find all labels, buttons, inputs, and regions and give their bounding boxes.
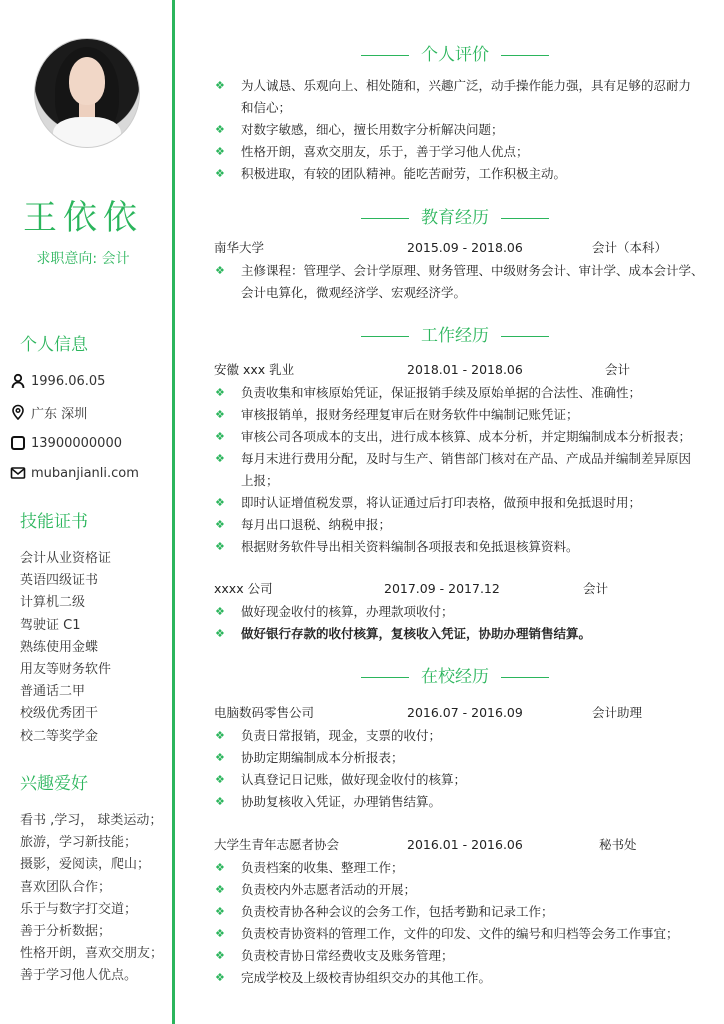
bullet-icon: ❖ bbox=[215, 123, 225, 136]
bullet-icon: ❖ bbox=[215, 729, 225, 742]
skill-item: 用友等财务软件 bbox=[20, 661, 112, 677]
skill-item: 熟练使用金蝶 bbox=[20, 639, 99, 655]
evaluation-item: ❖ 对数字敏感，细心，擅长用数字分析解决问题； bbox=[214, 119, 704, 141]
sidebar-divider bbox=[172, 0, 175, 1024]
phone-row bbox=[10, 433, 122, 453]
bullet-icon: ❖ bbox=[215, 452, 225, 465]
campus-period: 2016.01 - 2016.06 bbox=[407, 837, 523, 852]
hobby-item: 乐于与数字打交道； bbox=[20, 901, 138, 917]
skills-heading: 技能证书 bbox=[20, 512, 88, 532]
hobby-item: 善于分析数据； bbox=[20, 923, 112, 939]
work-company: xxxx 公司 bbox=[214, 581, 273, 596]
mail-text: mubanjianli.com bbox=[31, 465, 139, 481]
location-icon bbox=[10, 404, 26, 420]
sidebar bbox=[0, 0, 172, 1024]
bullet-icon: ❖ bbox=[215, 496, 225, 509]
evaluation-title: 个人评价 bbox=[340, 40, 570, 65]
campus-list: ❖ 负责档案的收集、整理工作； ❖ 负责校内外志愿者活动的开展； ❖ 负责校青协各种会议的会务工作，包括考勤和记录工作； ❖ 负责校青协资料的管理工作，文件的印发、文件的编号和归档等会务工作事宜； ❖ 负责校青协日常经费收支及账务管理； ❖ 完成学校及上级校青协组织交办的其他工作。 bbox=[214, 857, 704, 989]
bullet-icon: ❖ bbox=[215, 627, 225, 640]
bullet-icon: ❖ bbox=[215, 795, 225, 808]
work-role: 会计 bbox=[583, 581, 609, 596]
bullet-icon: ❖ bbox=[215, 408, 225, 421]
work-list: ❖ 做好现金收付的核算，办理款项收付； ❖ 做好银行存款的收付核算，复核收入凭证，协助办理销售结算。 bbox=[214, 601, 704, 645]
campus-list: ❖ 负责日常报销，现金，支票的收付； ❖ 协助定期编制成本分析报表； ❖ 认真登记日记账，做好现金收付的核算； ❖ 协助复核收入凭证，办理销售结算。 bbox=[214, 725, 704, 813]
evaluation-item: ❖ 性格开朗，喜欢交朋友，乐于，善于学习他人优点； bbox=[214, 141, 704, 163]
hobbies-heading: 兴趣爱好 bbox=[20, 774, 88, 794]
skills-list bbox=[20, 548, 111, 748]
campus-org: 大学生青年志愿者协会 bbox=[214, 837, 340, 852]
avatar bbox=[34, 38, 140, 148]
bullet-icon: ❖ bbox=[215, 540, 225, 553]
bullet-icon: ❖ bbox=[215, 883, 225, 896]
work-company: 安徽 xxx 乳业 bbox=[214, 362, 295, 377]
bullet-icon: ❖ bbox=[215, 949, 225, 962]
hobby-item: 性格开朗，喜欢交朋友； bbox=[20, 946, 164, 962]
job-intention: 求职意向: 会计 bbox=[36, 251, 130, 267]
evaluation-item: ❖ 为人诚恳、乐观向上、相处随和，兴趣广泛，动手操作能力强，具有足够的忍耐力 bbox=[214, 75, 704, 97]
bullet-icon: ❖ bbox=[215, 430, 225, 443]
skill-item: 驾驶证 C1 bbox=[20, 617, 81, 633]
campus-title: 在校经历 bbox=[340, 662, 570, 687]
hobby-item: 看书 ,学习， 球类运动； bbox=[20, 813, 163, 828]
bullet-icon: ❖ bbox=[215, 905, 225, 918]
campus-org: 电脑数码零售公司 bbox=[214, 705, 315, 720]
skill-item: 计算机二级 bbox=[20, 595, 86, 611]
hobby-item: 旅游，学习新技能； bbox=[20, 835, 138, 851]
evaluation-item: 和信心； bbox=[241, 100, 292, 115]
bullet-icon: ❖ bbox=[215, 861, 225, 874]
evaluation-item: ❖ 积极进取，有较的团队精神。能吃苦耐劳，工作积极主动。 bbox=[214, 163, 704, 185]
bullet-icon: ❖ bbox=[215, 927, 225, 940]
campus-role: 秘书处 bbox=[599, 837, 637, 852]
location-row bbox=[10, 402, 87, 422]
hobby-item: 摄影，爱阅读，爬山； bbox=[20, 857, 151, 873]
skill-item: 校二等奖学金 bbox=[20, 728, 99, 744]
work-role: 会计 bbox=[605, 362, 631, 377]
mail-row bbox=[10, 463, 139, 483]
education-degree: 会计（本科） bbox=[592, 240, 668, 255]
education-school: 南华大学 bbox=[214, 240, 265, 255]
bullet-icon: ❖ bbox=[215, 751, 225, 764]
education-list: ❖ 主修课程：管理学、会计学原理、财务管理、中级财务会计、审计学、成本会计学、 会计电算化，微观经济学、宏观经济学。 bbox=[214, 260, 704, 304]
bullet-icon: ❖ bbox=[215, 79, 225, 92]
bullet-icon: ❖ bbox=[215, 773, 225, 786]
bullet-icon: ❖ bbox=[215, 386, 225, 399]
skill-item: 校级优秀团干 bbox=[20, 706, 99, 722]
hobby-item: 喜欢团队合作； bbox=[20, 879, 112, 895]
personal-info-heading: 个人信息 bbox=[20, 335, 88, 355]
campus-period: 2016.07 - 2016.09 bbox=[407, 705, 523, 720]
location-text: 广东 深圳 bbox=[31, 406, 88, 422]
phone-icon bbox=[10, 435, 26, 451]
phone-text: 13900000000 bbox=[31, 435, 122, 451]
campus-role: 会计助理 bbox=[592, 705, 643, 720]
work-list: ❖ 负责收集和审核原始凭证，保证报销手续及原始单据的合法性、准确性； ❖ 审核报销单，报财务经理复审后在财务软件中编制记账凭证； ❖ 审核公司各项成本的支出，进行成本核算、成本分析，并定期编制成本分析报表； ❖ 每月末进行费用分配，及时与生产、销售部门核对在产品、产成品并编制差异原因 上报； ❖ 即时认证增值税发票，将认证通过后打印表格，做预申报和免抵退时用； ❖ 每月出口退税、纳税申报； ❖ 根据财务软件导出相关资料编制各项报表和免抵退核算资料。 bbox=[214, 382, 704, 558]
evaluation-list bbox=[214, 75, 704, 185]
skill-item: 会计从业资格证 bbox=[20, 551, 112, 566]
work-period: 2017.09 - 2017.12 bbox=[384, 581, 500, 596]
hobby-item: 善于学习他人优点。 bbox=[20, 968, 138, 984]
bullet-icon: ❖ bbox=[215, 264, 225, 277]
work-title: 工作经历 bbox=[340, 321, 570, 346]
name: 王依依 bbox=[23, 198, 143, 238]
mail-icon bbox=[10, 465, 26, 481]
hobbies-list bbox=[20, 810, 163, 988]
education-period: 2015.09 - 2018.06 bbox=[407, 240, 523, 255]
skill-item: 英语四级证书 bbox=[20, 573, 99, 589]
skill-item: 普通话二甲 bbox=[20, 684, 86, 700]
bullet-icon: ❖ bbox=[215, 145, 225, 158]
bullet-icon: ❖ bbox=[215, 518, 225, 531]
education-title: 教育经历 bbox=[340, 203, 570, 228]
bullet-icon: ❖ bbox=[215, 605, 225, 618]
birthday-text: 1996.06.05 bbox=[31, 373, 106, 389]
work-period: 2018.01 - 2018.06 bbox=[407, 362, 523, 377]
bullet-icon: ❖ bbox=[215, 167, 225, 180]
birthday-row bbox=[10, 371, 105, 391]
bullet-icon: ❖ bbox=[215, 971, 225, 984]
person-icon bbox=[10, 373, 26, 389]
